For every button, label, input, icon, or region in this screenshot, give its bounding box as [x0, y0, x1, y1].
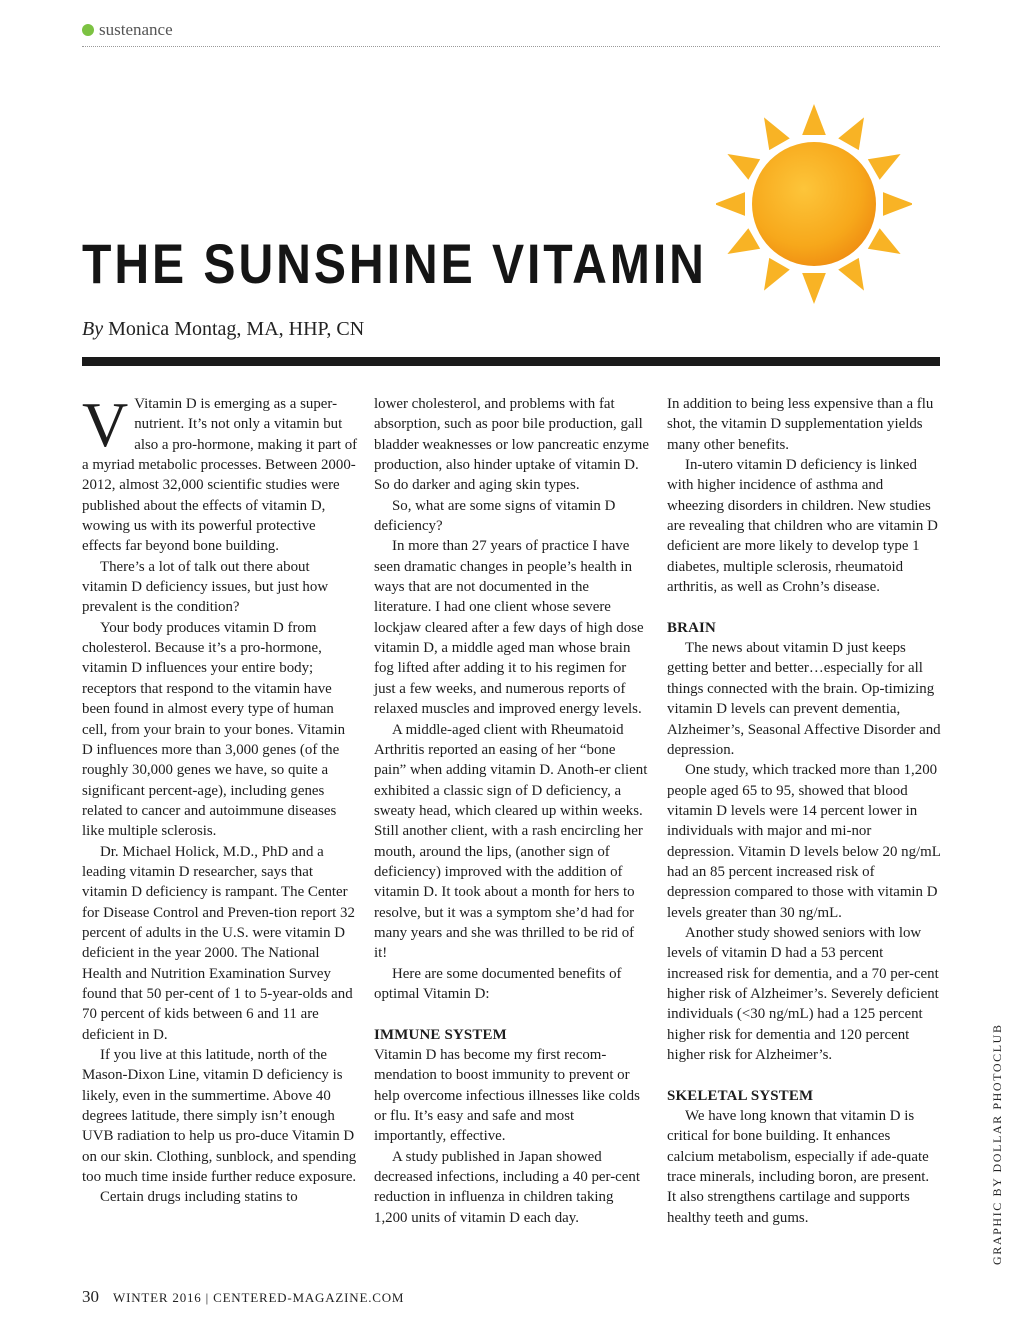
subheading-skeletal-system: SKELETAL SYSTEM	[667, 1087, 814, 1104]
sun-ray	[764, 117, 790, 150]
paragraph: So, what are some signs of vitamin D deficiency?	[374, 497, 616, 535]
paragraph: A middle-aged client with Rheumatoid Arthritis reported an easing of her “bone pain” when adding vitamin D. Anoth-er client exhibited a classic sign of D deficiency, a sweaty head, which cleared up within weeks. Still another client, with a rash encircling her mouth, around the lips, (another sign of deficiency) improved with the addition of vitamin D. It took about a month for hers to resolve, but it was a symptom she’d had for many years and she was thrilled to be rid of it!	[374, 721, 648, 962]
byline	[82, 316, 364, 342]
article-title: THE SUNSHINE VITAMIN	[82, 232, 707, 295]
column-2	[374, 394, 650, 1228]
subheading-brain: BRAIN	[667, 619, 716, 636]
section-label: sustenance	[99, 20, 173, 39]
sun-ray	[883, 192, 912, 216]
column-3	[667, 394, 941, 1228]
sun-disc	[752, 142, 876, 266]
sun-icon	[716, 98, 912, 310]
title-rule	[82, 357, 940, 366]
paragraph: Vitamin D has become my first recom-mendation to boost immunity to prevent or help overcome infectious illnesses like colds or flu. It’s easy and safe and most importantly, effective.	[374, 1047, 640, 1145]
paragraph: The news about vitamin D just keeps getting better and better…especially for all things connected with the brain. Op-timizing vitamin D levels can prevent dementia, Alzheimer’s, Seasonal Affective Disorder and depression.	[667, 640, 941, 758]
graphic-credit: GRAPHIC BY DOLLAR PHOTOCLUB	[990, 1023, 1004, 1265]
sun-ray	[727, 228, 760, 254]
page-footer	[82, 1287, 404, 1307]
paragraph: If you live at this latitude, north of the Mason-Dixon Line, vitamin D deficiency is likely, even in the summertime. Above 40 degrees latitude, there simply isn’t enough UVB radiation to help us pro-duce Vitamin D on our skin. Clothing, sunblock, and spending too much time inside further reduce exposure.	[82, 1047, 357, 1186]
column-1	[82, 389, 358, 1208]
sun-ray	[802, 273, 826, 304]
author-name: Monica Montag, MA, HHP, CN	[108, 318, 365, 340]
sun-ray	[868, 154, 901, 180]
green-dot-icon	[82, 24, 94, 36]
paragraph: One study, which tracked more than 1,200 people aged 65 to 95, showed that blood vitamin D levels were 14 percent lower in individuals with major and mi-nor depression. Vitamin D levels below 20 ng/mL had an 85 percent increased risk of depression compared to those with vitamin D levels greater than 30 ng/mL.	[667, 762, 941, 921]
sun-ray	[838, 117, 864, 150]
sun-ray	[764, 258, 790, 291]
paragraph: We have long known that vitamin D is critical for bone building. It enhances calcium metabolism, especially if ade-quate trace minerals, including boron, are present. It also strengthens cartilage and supports healthy teeth and gums.	[667, 1108, 930, 1226]
paragraph: There’s a lot of talk out there about vitamin D deficiency issues, but just how prevalent is the condition?	[82, 558, 329, 616]
sun-ray	[716, 192, 745, 216]
paragraph: Here are some documented benefits of optimal Vitamin D:	[374, 965, 622, 1002]
byline-prefix: By	[82, 318, 104, 340]
sun-ray	[727, 154, 760, 180]
paragraph: In-utero vitamin D deficiency is linked with higher incidence of asthma and wheezing disorders in children. New studies are revealing that children who are vitamin D deficient are more likely to develop type 1 diabetes, multiple sclerosis, rheumatoid arthritis, as well as Crohn’s disease.	[667, 457, 938, 596]
sun-ray	[838, 258, 864, 291]
section-header	[82, 20, 940, 47]
paragraph: Vitamin D is emerging as a super-nutrient. It’s not only a vitamin but also a pro-hormone, making it part of a myriad metabolic processes. Between 2000-2012, almost 32,000 scientific studies were published about the effects of vitamin D, wowing us with its powerful protective effects far beyond bone building.	[82, 396, 358, 555]
paragraph: Dr. Michael Holick, M.D., PhD and a leading vitamin D researcher, says that vitamin D deficiency is rampant. The Center for Disease Control and Preven-tion report 32 percent of adults in the U.S. were vitamin D deficient in the year 2000. The National Health and Nutrition Examination Survey found that 50 per-cent of 1 to 5-year-olds and 70 percent of kids between 6 and 11 are deficient in D.	[82, 843, 355, 1043]
paragraph: Certain drugs including statins to	[100, 1189, 298, 1206]
paragraph: Another study showed seniors with low levels of vitamin D had a 53 percent increased risk for dementia, and a 70 per-cent higher risk of Alzheimer’s. Severely deficient individuals (<30 ng/mL) had a 125 percent higher risk for dementia and 120 percent higher risk for Alzheimer’s.	[667, 924, 939, 1063]
footer-issue-url: WINTER 2016 | CENTERED-MAGAZINE.COM	[113, 1290, 405, 1305]
paragraph: In more than 27 years of practice I have seen dramatic changes in people’s health in ways that are not documented in the literature. I had one client whose severe lockjaw cleared after a few days of high dose vitamin D, a middle aged man whose brain fog lifted after adding it to his regimen for just a few weeks, and numerous reports of relaxed muscles and improved energy levels.	[374, 538, 644, 718]
paragraph: In addition to being less expensive than a flu shot, the vitamin D supplementation yields many other benefits.	[667, 396, 934, 453]
sun-ray	[868, 228, 901, 254]
paragraph: A study published in Japan showed decreased infections, including a 40 per-cent reduction in influenza in children taking 1,200 units of vitamin D each day.	[374, 1148, 640, 1226]
paragraph: Your body produces vitamin D from cholesterol. Because it’s a pro-hormone, vitamin D influences your entire body; receptors that respond to the vitamin have been found in almost every type of human cell, from your brain to your bones. Vitamin D influences more than 3,000 genes (of the roughly 30,000 genes we have, so quite a significant percent-age), including genes related to cancer and autoimmune diseases like multiple sclerosis.	[82, 619, 346, 840]
paragraph: lower cholesterol, and problems with fat absorption, such as poor bile production, gall bladder weaknesses or low pancreatic enzyme production, also hinder uptake of vitamin D. So do darker and aging skin types.	[374, 396, 649, 494]
page-number: 30	[82, 1287, 99, 1306]
sun-ray	[802, 104, 826, 135]
subheading-immune-system: IMMUNE SYSTEM	[374, 1026, 507, 1043]
drop-cap: V	[82, 389, 129, 460]
